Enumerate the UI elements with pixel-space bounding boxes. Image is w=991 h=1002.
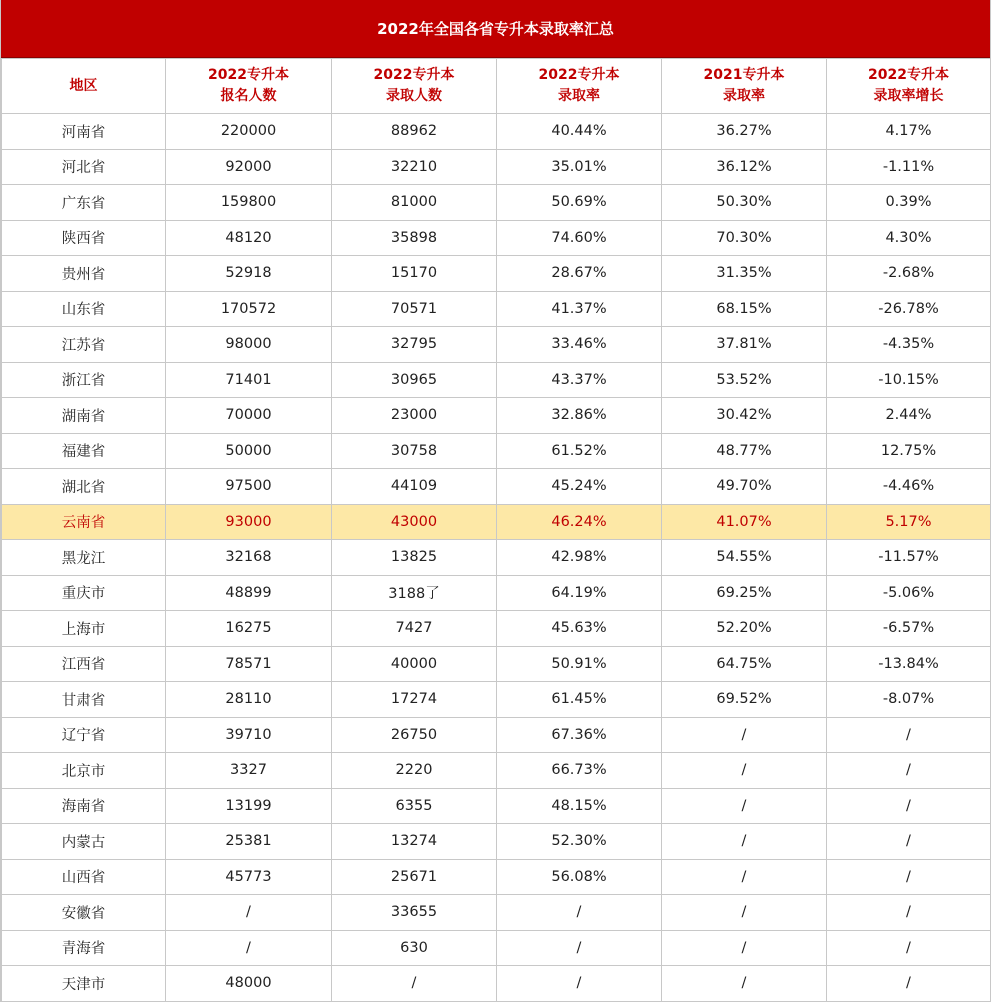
header-rate-2022 (497, 59, 662, 114)
cell-rate-growth: 4.17% (827, 114, 991, 150)
cell-admitted: 33655 (332, 895, 497, 931)
cell-rate-growth: 2.44% (827, 398, 991, 434)
cell-applicants: 93000 (166, 504, 332, 540)
table-row (2, 469, 991, 505)
header-line1: 2021专升本 (703, 67, 785, 83)
cell-rate-growth: -1.11% (827, 149, 991, 185)
cell-rate-growth: 4.30% (827, 220, 991, 256)
table-title: 2022年全国各省专升本录取率汇总 (1, 0, 990, 58)
cell-applicants: 16275 (166, 611, 332, 647)
header-rate-2021 (662, 59, 827, 114)
cell-rate-growth: 12.75% (827, 433, 991, 469)
header-admitted-2022 (332, 59, 497, 114)
header-line2: 报名人数 (220, 88, 277, 104)
cell-admitted: 7427 (332, 611, 497, 647)
cell-applicants: 32168 (166, 540, 332, 576)
table-body (2, 114, 991, 1002)
cell-applicants: 97500 (166, 469, 332, 505)
table-row (2, 291, 991, 327)
table-row (2, 362, 991, 398)
cell-region: 甘肃省 (2, 682, 166, 718)
cell-applicants: 45773 (166, 859, 332, 895)
cell-rate-growth: -10.15% (827, 362, 991, 398)
table-row (2, 220, 991, 256)
cell-applicants: 159800 (166, 185, 332, 221)
cell-region: 内蒙古 (2, 824, 166, 860)
cell-rate-2021: 37.81% (662, 327, 827, 363)
cell-rate-2021: 30.42% (662, 398, 827, 434)
cell-applicants: 39710 (166, 717, 332, 753)
cell-region: 黑龙江 (2, 540, 166, 576)
cell-applicants: 25381 (166, 824, 332, 860)
cell-rate-2021: / (662, 753, 827, 789)
cell-region: 广东省 (2, 185, 166, 221)
table-row (2, 398, 991, 434)
cell-admitted: 3188了 (332, 575, 497, 611)
table-row (2, 859, 991, 895)
admission-rate-table (1, 58, 991, 1002)
cell-rate-2021: 54.55% (662, 540, 827, 576)
cell-rate-2022: 74.60% (497, 220, 662, 256)
cell-applicants: / (166, 930, 332, 966)
cell-admitted: 13274 (332, 824, 497, 860)
cell-rate-growth: -2.68% (827, 256, 991, 292)
cell-region: 重庆市 (2, 575, 166, 611)
cell-admitted: 23000 (332, 398, 497, 434)
cell-rate-2021: 36.12% (662, 149, 827, 185)
cell-admitted: 6355 (332, 788, 497, 824)
cell-applicants: 28110 (166, 682, 332, 718)
header-line1: 2022专升本 (373, 67, 455, 83)
cell-admitted: 30758 (332, 433, 497, 469)
cell-admitted: 81000 (332, 185, 497, 221)
cell-rate-2022: 61.52% (497, 433, 662, 469)
cell-rate-2022: 67.36% (497, 717, 662, 753)
cell-rate-growth: 5.17% (827, 504, 991, 540)
cell-admitted: 44109 (332, 469, 497, 505)
cell-region: 福建省 (2, 433, 166, 469)
cell-rate-2021: 64.75% (662, 646, 827, 682)
cell-rate-2022: 61.45% (497, 682, 662, 718)
cell-region: 陕西省 (2, 220, 166, 256)
cell-rate-2022: 45.24% (497, 469, 662, 505)
header-rate-growth (827, 59, 991, 114)
table-header (2, 59, 991, 114)
cell-rate-2021: 36.27% (662, 114, 827, 150)
table-row (2, 930, 991, 966)
cell-rate-growth: 0.39% (827, 185, 991, 221)
cell-region: 山西省 (2, 859, 166, 895)
cell-region: 浙江省 (2, 362, 166, 398)
table-row (2, 433, 991, 469)
cell-rate-2022: 66.73% (497, 753, 662, 789)
cell-rate-growth: / (827, 859, 991, 895)
header-region (2, 59, 166, 114)
cell-rate-growth: / (827, 824, 991, 860)
table-row (2, 966, 991, 1002)
cell-rate-2021: 69.52% (662, 682, 827, 718)
cell-admitted: / (332, 966, 497, 1002)
cell-admitted: 35898 (332, 220, 497, 256)
header-line2: 录取人数 (386, 88, 442, 104)
cell-rate-growth: / (827, 753, 991, 789)
cell-region: 北京市 (2, 753, 166, 789)
cell-rate-2021: 31.35% (662, 256, 827, 292)
cell-rate-growth: -4.46% (827, 469, 991, 505)
table-row (2, 575, 991, 611)
cell-admitted: 32210 (332, 149, 497, 185)
cell-rate-2021: / (662, 966, 827, 1002)
cell-rate-2021: 48.77% (662, 433, 827, 469)
header-region-label: 地区 (69, 77, 98, 94)
cell-applicants: 70000 (166, 398, 332, 434)
cell-rate-growth: -6.57% (827, 611, 991, 647)
cell-rate-2021: / (662, 788, 827, 824)
cell-rate-2021: / (662, 895, 827, 931)
table-row (2, 540, 991, 576)
cell-region: 江苏省 (2, 327, 166, 363)
table-row (2, 717, 991, 753)
cell-rate-growth: / (827, 930, 991, 966)
cell-rate-growth: -13.84% (827, 646, 991, 682)
cell-region: 上海市 (2, 611, 166, 647)
cell-applicants: 92000 (166, 149, 332, 185)
cell-admitted: 630 (332, 930, 497, 966)
cell-rate-2022: 45.63% (497, 611, 662, 647)
cell-rate-2021: 50.30% (662, 185, 827, 221)
header-line2: 录取率 (558, 88, 600, 104)
cell-rate-2022: 56.08% (497, 859, 662, 895)
cell-applicants: 78571 (166, 646, 332, 682)
table-row (2, 611, 991, 647)
table-row (2, 149, 991, 185)
cell-region: 河南省 (2, 114, 166, 150)
cell-rate-growth: / (827, 895, 991, 931)
cell-admitted: 13825 (332, 540, 497, 576)
cell-rate-2022: / (497, 930, 662, 966)
cell-rate-2022: 50.69% (497, 185, 662, 221)
cell-rate-2022: 42.98% (497, 540, 662, 576)
cell-admitted: 43000 (332, 504, 497, 540)
cell-admitted: 17274 (332, 682, 497, 718)
cell-rate-growth: / (827, 966, 991, 1002)
cell-region: 湖北省 (2, 469, 166, 505)
cell-region: 安徽省 (2, 895, 166, 931)
table-row (2, 256, 991, 292)
cell-rate-growth: -4.35% (827, 327, 991, 363)
cell-region: 湖南省 (2, 398, 166, 434)
cell-rate-2022: 33.46% (497, 327, 662, 363)
cell-rate-2022: 43.37% (497, 362, 662, 398)
cell-rate-2021: / (662, 930, 827, 966)
cell-applicants: 220000 (166, 114, 332, 150)
cell-admitted: 15170 (332, 256, 497, 292)
table-row (2, 646, 991, 682)
cell-rate-2021: 68.15% (662, 291, 827, 327)
cell-rate-2022: / (497, 895, 662, 931)
cell-rate-2021: 69.25% (662, 575, 827, 611)
cell-applicants: 170572 (166, 291, 332, 327)
cell-rate-2022: 64.19% (497, 575, 662, 611)
cell-rate-2022: 40.44% (497, 114, 662, 150)
cell-applicants: 48899 (166, 575, 332, 611)
cell-region: 天津市 (2, 966, 166, 1002)
cell-region: 云南省 (2, 504, 166, 540)
table-row (2, 682, 991, 718)
cell-rate-2022: / (497, 966, 662, 1002)
cell-region: 青海省 (2, 930, 166, 966)
table-row (2, 185, 991, 221)
cell-region: 山东省 (2, 291, 166, 327)
cell-region: 辽宁省 (2, 717, 166, 753)
table-row (2, 114, 991, 150)
cell-applicants: 48000 (166, 966, 332, 1002)
cell-rate-2022: 48.15% (497, 788, 662, 824)
cell-rate-2021: 52.20% (662, 611, 827, 647)
cell-rate-growth: -8.07% (827, 682, 991, 718)
cell-admitted: 32795 (332, 327, 497, 363)
table-row (2, 895, 991, 931)
cell-rate-growth: / (827, 788, 991, 824)
cell-rate-2022: 32.86% (497, 398, 662, 434)
cell-region: 贵州省 (2, 256, 166, 292)
cell-admitted: 30965 (332, 362, 497, 398)
cell-applicants: 50000 (166, 433, 332, 469)
cell-region: 江西省 (2, 646, 166, 682)
header-line2: 录取率增长 (873, 88, 944, 104)
cell-rate-growth: -11.57% (827, 540, 991, 576)
header-line1: 2022专升本 (208, 67, 289, 83)
cell-rate-2021: 41.07% (662, 504, 827, 540)
table-row (2, 327, 991, 363)
cell-applicants: 48120 (166, 220, 332, 256)
table-row (2, 753, 991, 789)
cell-applicants: 71401 (166, 362, 332, 398)
cell-rate-2021: 49.70% (662, 469, 827, 505)
cell-applicants: 13199 (166, 788, 332, 824)
header-line1: 2022专升本 (538, 67, 620, 83)
cell-admitted: 70571 (332, 291, 497, 327)
cell-rate-2021: 53.52% (662, 362, 827, 398)
cell-admitted: 2220 (332, 753, 497, 789)
header-line2: 录取率 (723, 88, 765, 104)
table-row (2, 788, 991, 824)
cell-applicants: 52918 (166, 256, 332, 292)
cell-rate-growth: / (827, 717, 991, 753)
cell-rate-2022: 28.67% (497, 256, 662, 292)
cell-region: 海南省 (2, 788, 166, 824)
cell-rate-2022: 35.01% (497, 149, 662, 185)
cell-region: 河北省 (2, 149, 166, 185)
header-line1: 2022专升本 (868, 67, 949, 83)
table-row (2, 824, 991, 860)
cell-applicants: / (166, 895, 332, 931)
cell-rate-2022: 52.30% (497, 824, 662, 860)
cell-admitted: 25671 (332, 859, 497, 895)
cell-admitted: 26750 (332, 717, 497, 753)
cell-rate-2021: / (662, 824, 827, 860)
header-row (2, 59, 991, 114)
cell-admitted: 88962 (332, 114, 497, 150)
cell-rate-2021: 70.30% (662, 220, 827, 256)
cell-admitted: 40000 (332, 646, 497, 682)
table-row (2, 504, 991, 540)
cell-rate-growth: -5.06% (827, 575, 991, 611)
cell-applicants: 3327 (166, 753, 332, 789)
cell-rate-2021: / (662, 859, 827, 895)
cell-rate-2022: 50.91% (497, 646, 662, 682)
cell-applicants: 98000 (166, 327, 332, 363)
cell-rate-2022: 41.37% (497, 291, 662, 327)
cell-rate-2022: 46.24% (497, 504, 662, 540)
header-applicants-2022 (166, 59, 332, 114)
cell-rate-growth: -26.78% (827, 291, 991, 327)
cell-rate-2021: / (662, 717, 827, 753)
